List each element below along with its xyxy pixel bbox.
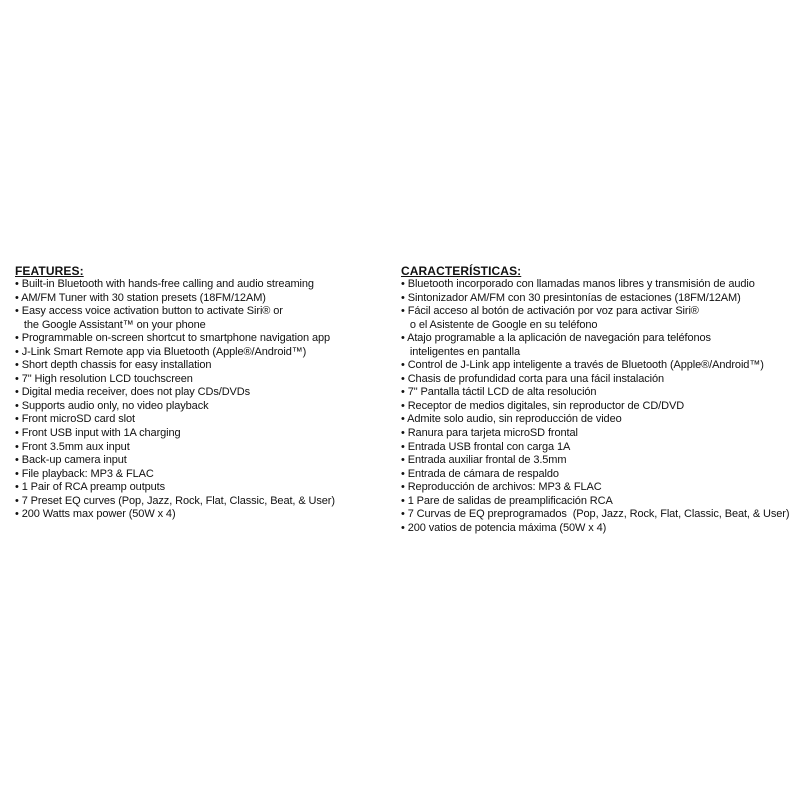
- list-item: • Fácil acceso al botón de activación por voz para activar Siri®: [401, 305, 699, 318]
- list-item: • 7 Curvas de EQ preprogramados (Pop, Jazz, Rock, Flat, Classic, Beat, & User): [401, 508, 790, 521]
- list-item: • Front USB input with 1A charging: [15, 427, 181, 440]
- list-item: • Back-up camera input: [15, 454, 127, 467]
- features-heading-spanish: CARACTERÍSTICAS:: [401, 264, 522, 278]
- list-item: • Reproducción de archivos: MP3 & FLAC: [401, 481, 602, 494]
- list-item: • Bluetooth incorporado con llamadas manos libres y transmisión de audio: [401, 278, 755, 290]
- list-item: • 7 Preset EQ curves (Pop, Jazz, Rock, Flat, Classic, Beat, & User): [15, 494, 335, 507]
- list-item: • Entrada auxiliar frontal de 3.5mm: [401, 454, 567, 467]
- list-item: • File playback: MP3 & FLAC: [15, 467, 154, 480]
- list-item: • Atajo programable a la aplicación de navegación para teléfonos: [401, 332, 711, 345]
- list-item: • 200 vatios de potencia máxima (50W x 4): [401, 521, 607, 534]
- features-column-english: [15, 264, 395, 522]
- list-item: • Front microSD card slot: [15, 413, 135, 426]
- list-item: inteligentes en pantalla: [401, 345, 520, 358]
- list-item: • Ranura para tarjeta microSD frontal: [401, 427, 578, 440]
- list-item: • Digital media receiver, does not play CDs/DVDs: [15, 386, 251, 399]
- list-item: the Google Assistant™ on your phone: [15, 318, 206, 331]
- list-item: • 1 Pair of RCA preamp outputs: [15, 481, 166, 494]
- list-item: • Supports audio only, no video playback: [15, 399, 209, 412]
- features-list-spanish: [401, 278, 796, 535]
- list-item: • Programmable on-screen shortcut to smartphone navigation app: [15, 332, 330, 345]
- features-list-english: [15, 278, 395, 522]
- list-item: • J-Link Smart Remote app via Bluetooth (Apple®/Android™): [15, 345, 307, 358]
- list-item: • 7" High resolution LCD touchscreen: [15, 372, 193, 385]
- list-item: • Entrada USB frontal con carga 1A: [401, 440, 571, 453]
- list-item: • Easy access voice activation button to activate Siri® or: [15, 305, 283, 318]
- list-item: • Admite solo audio, sin reproducción de video: [401, 413, 622, 426]
- features-column-spanish: [401, 264, 796, 535]
- list-item: • Receptor de medios digitales, sin reproductor de CD/DVD: [401, 399, 685, 412]
- list-item: • Sintonizador AM/FM con 30 presintonías de estaciones (18FM/12AM): [401, 291, 741, 304]
- list-item: • Short depth chassis for easy installation: [15, 359, 212, 372]
- list-item: • 1 Pare de salidas de preamplificación RCA: [401, 494, 613, 507]
- features-heading-english: FEATURES:: [15, 264, 84, 278]
- list-item: • Control de J-Link app inteligente a través de Bluetooth (Apple®/Android™): [401, 359, 764, 372]
- list-item: • Entrada de cámara de respaldo: [401, 467, 559, 480]
- list-item: • 7" Pantalla táctil LCD de alta resolución: [401, 386, 597, 399]
- list-item: • Built-in Bluetooth with hands-free calling and audio streaming: [15, 278, 314, 290]
- list-item: • 200 Watts max power (50W x 4): [15, 508, 176, 521]
- list-item: o el Asistente de Google en su teléfono: [401, 318, 598, 331]
- list-item: • Front 3.5mm aux input: [15, 440, 130, 453]
- list-item: • Chasis de profundidad corta para una fácil instalación: [401, 372, 665, 385]
- list-item: • AM/FM Tuner with 30 station presets (18FM/12AM): [15, 291, 266, 304]
